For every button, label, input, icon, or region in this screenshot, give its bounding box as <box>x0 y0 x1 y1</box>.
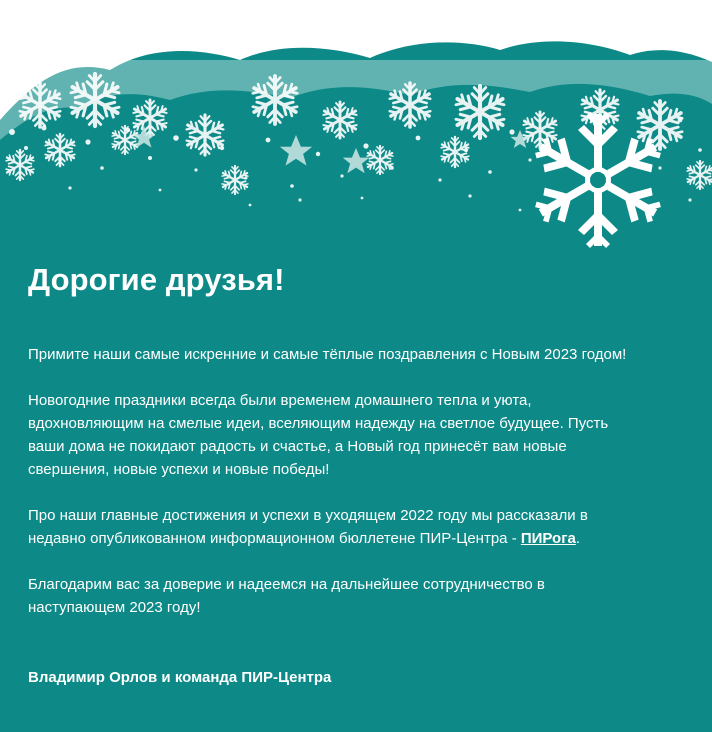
congratulations-paragraph: Примите наши самые искренние и самые тёплые поздравления с Новым 2023 годом! <box>28 346 627 363</box>
achievements-end: . <box>575 530 580 547</box>
greeting-heading: Дорогие друзья! <box>28 262 285 297</box>
piroga-link[interactable]: ПИРога <box>520 530 576 547</box>
achievements-paragraph <box>28 504 638 550</box>
letter-body <box>28 258 688 689</box>
achievements-text: Про наши главные достижения и успехи в уходящем 2022 году мы рассказали в недавно опубликованном информационном бюллетене ПИР-Центра - <box>28 507 588 547</box>
thanks-paragraph: Благодарим вас за доверие и надеемся на дальнейшее сотрудничество в наступающем 2023 году! <box>28 576 545 616</box>
signature: Владимир Орлов и команда ПИР-Центра <box>28 669 332 686</box>
wishes-paragraph: Новогодние праздники всегда были временем домашнего тепла и уюта, вдохновляющим на смелые идеи, вселяющим надежду на светлое будущее. Пусть ваши дома не покидают радость и счастье, а Новый год принесёт вам новые свершения, новые успехи и новые победы! <box>28 392 609 478</box>
snowflake-header-banner <box>0 0 712 250</box>
